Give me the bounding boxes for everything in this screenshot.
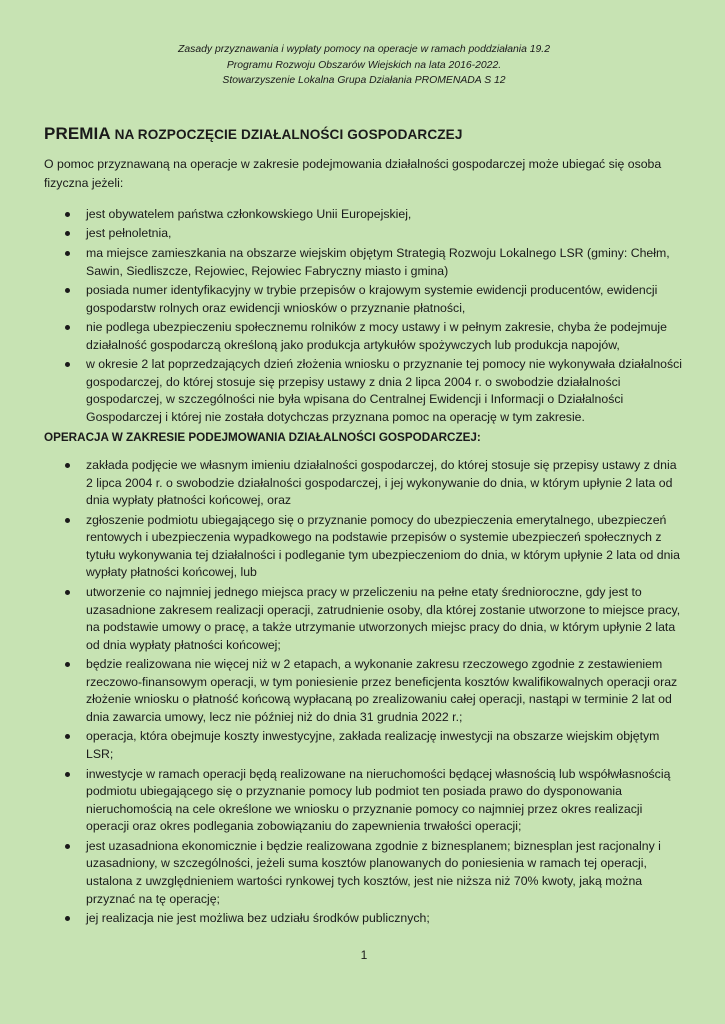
list-item [44,838,684,908]
list-item-text: utworzenie co najmniej jednego miejsca pracy w przeliczeniu na pełne etaty średnioroczne, gdy jest to uzasadnione zakresem realizacji operacji, zatrudnienie osoby, dla której zostanie utworzone to miejsce pracy, na podstawie umowy o pracę, a także utrzymanie utworzonych miejsc pracy do dnia, w którym upłynie 2 lata od dnia wypłaty płatności końcowej; [86,584,681,652]
list-item-text: operacja, która obejmuje koszty inwestycyjne, zakłada realizację inwestycji na obszarze wiejskim objętym LSR; [86,729,660,762]
bullet-icon [65,325,70,330]
intro-paragraph: O pomoc przyznawaną na operacje w zakresie podejmowania działalności gospodarczej może ubiegać się osoba fizyczna jeżeli: [44,157,662,190]
section-heading: OPERACJA W ZAKRESIE PODEJMOWANIA DZIAŁALNOŚCI GOSPODARCZEJ: [44,431,481,444]
bullet-icon [65,590,70,595]
header-line-2: Programu Rozwoju Obszarów Wiejskich na lata 2016-2022. [226,59,502,71]
list-item-text: zgłoszenie podmiotu ubiegającego się o przyznanie pomocy do ubezpieczenia emerytalnego, ubezpieczeń rentowych i ubezpieczenia wypadkowego na podstawie przepisów o systemie ubezpieczeń społecznych z tytułu wykonywania tej działalności i podleganie tym ubezpieczeniom do dnia, w którym upłynie 2 lata od dnia wypłaty płatności końcowej, lub [86,512,680,580]
list-item-text: inwestycje w ramach operacji będą realizowane na nieruchomości będącej własnością lub współwłasnością podmiotu ubiegającego się o przyznanie pomocy lub podmiot ten posiada prawo do dysponowania nieruchomością na cele określone we wniosku o przyznanie pomocy co najmniej przez okres realizacji operacji oraz okres podlegania zobowiązaniu do zapewnienia trwałości operacji; [86,766,671,834]
bullet-icon [65,231,70,236]
bullet-icon [65,212,70,217]
bullet-icon [65,251,70,256]
list-item [44,512,684,582]
bullet-icon [65,916,70,921]
document-header [44,42,684,89]
title-first-word: PREMIA [44,124,111,143]
list-item [44,728,684,763]
list-item [44,584,684,654]
list-item [44,656,684,726]
bullet-icon [65,362,70,367]
list-item [44,206,684,224]
list-item [44,910,684,928]
list-item [44,245,684,280]
list-item-text: jest pełnoletnia, [86,226,172,241]
eligibility-list [44,206,684,428]
operation-list [44,457,684,930]
list-item-text: jest obywatelem państwa członkowskiego Unii Europejskiej, [86,207,412,221]
bullet-icon [65,463,70,468]
list-item-text: jest uzasadniona ekonomicznie i będzie realizowana zgodnie z biznesplanem; biznesplan jest racjonalny i uzasadniony, w szczególności, jeżeli suma kosztów planowanych do poniesienia w ramach tej operacji, ustalona z uwzględnieniem wartości rynkowej tych kosztów, jest nie niższa niż 70% kwoty, jaką można przyznać na tę operację; [86,838,661,906]
list-item-text: nie podlega ubezpieczeniu społecznemu rolników z mocy ustawy i w pełnym zakresie, chyba że podejmuje działalność gospodarczą określoną jako produkcja artykułów spożywczych lub produkcja napojów, [86,320,667,352]
bullet-icon [65,518,70,523]
list-item-text: jej realizacja nie jest możliwa bez udziału środków publicznych; [86,911,430,926]
page-title [44,124,462,144]
header-line-3: Stowarzyszenie Lokalna Grupa Działania PROMENADA S 12 [222,75,506,86]
list-item [44,319,684,354]
list-item [44,356,684,426]
list-item-text: w okresie 2 lat poprzedzających dzień złożenia wniosku o przyznanie tej pomocy nie wykonywała działalności gospodarczej, do której stosuje się przepisy ustawy z dnia 2 lipca 2004 r. o swobodzie działalności gospodarczej, w szczególności nie była wpisana do Centralnej Ewidencji i Informacji o Działalności Gospodarczej i której nie została dotychczas przyznana pomoc na operację w tym zakresie. [86,357,683,424]
list-item [44,766,684,836]
bullet-icon [65,772,70,777]
list-item-text: będzie realizowana nie więcej niż w 2 etapach, a wykonanie zakresu rzeczowego zgodnie z zestawieniem rzeczowo-finansowym operacji, w tym poniesienie przez beneficjenta kosztów kwalifikowalnych operacji oraz złożenie wniosku o płatność końcową wypłacaną po zrealizowaniu całej operacji, nastąpi w terminie 2 lat od dnia zawarcia umowy, lecz nie później niż do dnia 31 grudnia 2022 r.; [86,657,678,724]
bullet-icon [65,734,70,739]
bullet-icon [65,288,70,293]
bullet-icon [65,662,70,667]
list-item [44,282,684,317]
list-item [44,225,684,243]
list-item-text: ma miejsce zamieszkania na obszarze wiejskim objętym Strategią Rozwoju Lokalnego LSR (gminy: Chełm, Sawin, Siedliszcze, Rejowiec, Rejowiec Fabryczny miasto i gmina) [86,245,670,278]
list-item-text: posiada numer identyfikacyjny w trybie przepisów o krajowym systemie ewidencji producentów, ewidencji gospodarstw rolnych oraz ewidencji wniosków o przyznanie płatności, [86,283,658,315]
header-line-1: Zasady przyznawania i wypłaty pomocy na operacje w ramach poddziałania 19.2 [178,44,550,55]
page-number: 1 [360,948,368,962]
bullet-icon [65,844,70,849]
list-item-text: zakłada podjęcie we własnym imieniu działalności gospodarczej, do której stosuje się przepisy ustawy z dnia 2 lipca 2004 r. o swobodzie działalności gospodarczej, i jej wykonywanie do dnia, w którym upłynie 2 lata od dnia wypłaty płatności końcowej, oraz [86,458,677,508]
title-rest: NA ROZPOCZĘCIE DZIAŁALNOŚCI GOSPODARCZEJ [110,127,463,142]
list-item [44,457,684,510]
